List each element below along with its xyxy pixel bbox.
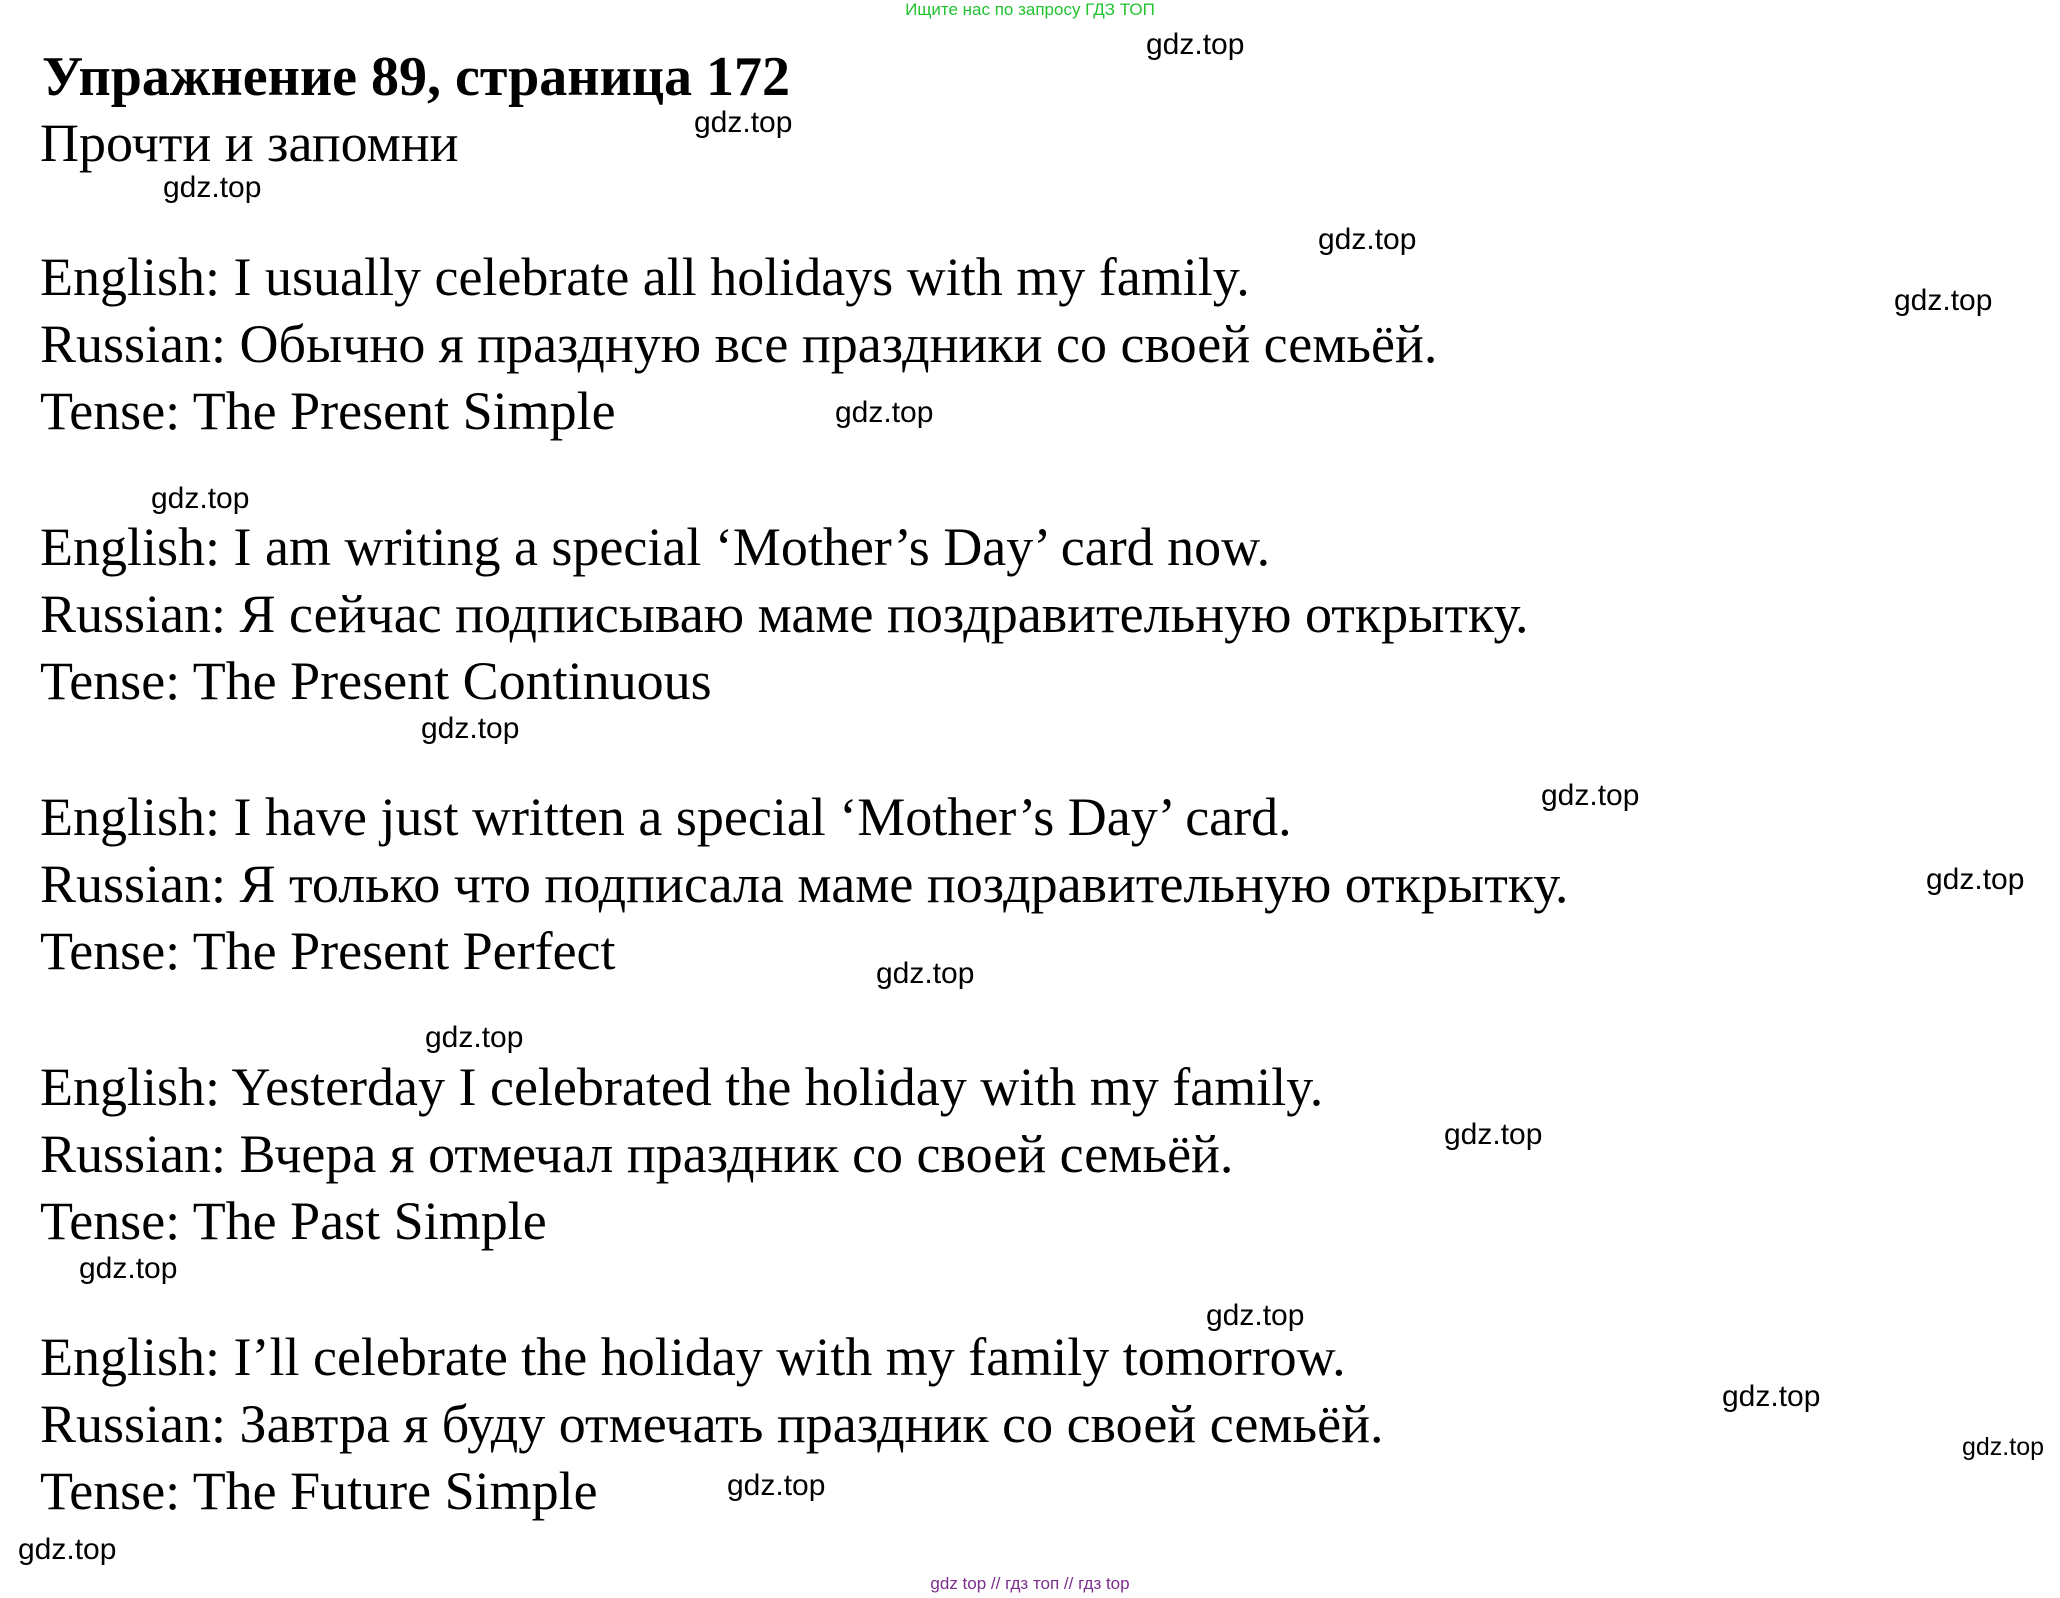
watermark: gdz.top [835,396,934,429]
tense-label: Tense: The Future Simple [40,1461,598,1521]
page-subtitle: Прочти и запомни [40,113,459,173]
watermark: gdz.top [421,712,520,745]
watermark: gdz.top [876,957,975,990]
entry-future-simple [40,1324,1383,1525]
entry-present-perfect [40,784,1568,985]
watermark: gdz.top [79,1252,178,1285]
watermark: gdz.top [163,171,262,204]
tense-label: Tense: The Past Simple [40,1191,547,1251]
russian-sentence: Russian: Завтра я буду отмечать праздник со своей семьёй. [40,1394,1384,1454]
top-banner: Ищите нас по запросу ГДЗ ТОП [905,0,1155,19]
watermark: gdz.top [1206,1299,1305,1332]
watermark: gdz.top [1926,863,2025,896]
watermark: gdz.top [1541,779,1640,812]
english-sentence: English: I’ll celebrate the holiday with my family tomorrow. [40,1327,1346,1387]
watermark: gdz.top [151,482,250,515]
watermark: gdz.top [1444,1118,1543,1151]
watermark: gdz.top [1146,28,1245,61]
tense-label: Tense: The Present Simple [40,381,616,441]
watermark: gdz.top [727,1469,826,1502]
watermark: gdz.top [18,1533,117,1566]
entry-present-continuous [40,514,1529,715]
watermark: gdz.top [1722,1380,1821,1413]
watermark: gdz.top [1894,284,1993,317]
russian-sentence: Russian: Я сейчас подписываю маме поздравительную открытку. [40,584,1529,644]
english-sentence: English: I am writing a special ‘Mother’s Day’ card now. [40,517,1271,577]
entry-present-simple [40,244,1437,445]
page-title: Упражнение 89, страница 172 [42,46,791,108]
tense-label: Tense: The Present Continuous [40,651,712,711]
english-sentence: English: I usually celebrate all holidays with my family. [40,247,1250,307]
footer-watermark: gdz top // гдз топ // гдз top [930,1574,1130,1593]
russian-sentence: Russian: Вчера я отмечал праздник со своей семьёй. [40,1124,1234,1184]
russian-sentence: Russian: Обычно я праздную все праздники со своей семьёй. [40,314,1438,374]
watermark: gdz.top [425,1021,524,1054]
watermark: gdz.top [1318,223,1417,256]
entry-past-simple [40,1054,1323,1255]
watermark: gdz.top [1962,1433,2045,1461]
tense-label: Tense: The Present Perfect [40,921,616,981]
english-sentence: English: Yesterday I celebrated the holiday with my family. [40,1057,1324,1117]
watermark: gdz.top [694,106,793,139]
english-sentence: English: I have just written a special ‘Mother’s Day’ card. [40,787,1292,847]
russian-sentence: Russian: Я только что подписала маме поздравительную открытку. [40,854,1569,914]
